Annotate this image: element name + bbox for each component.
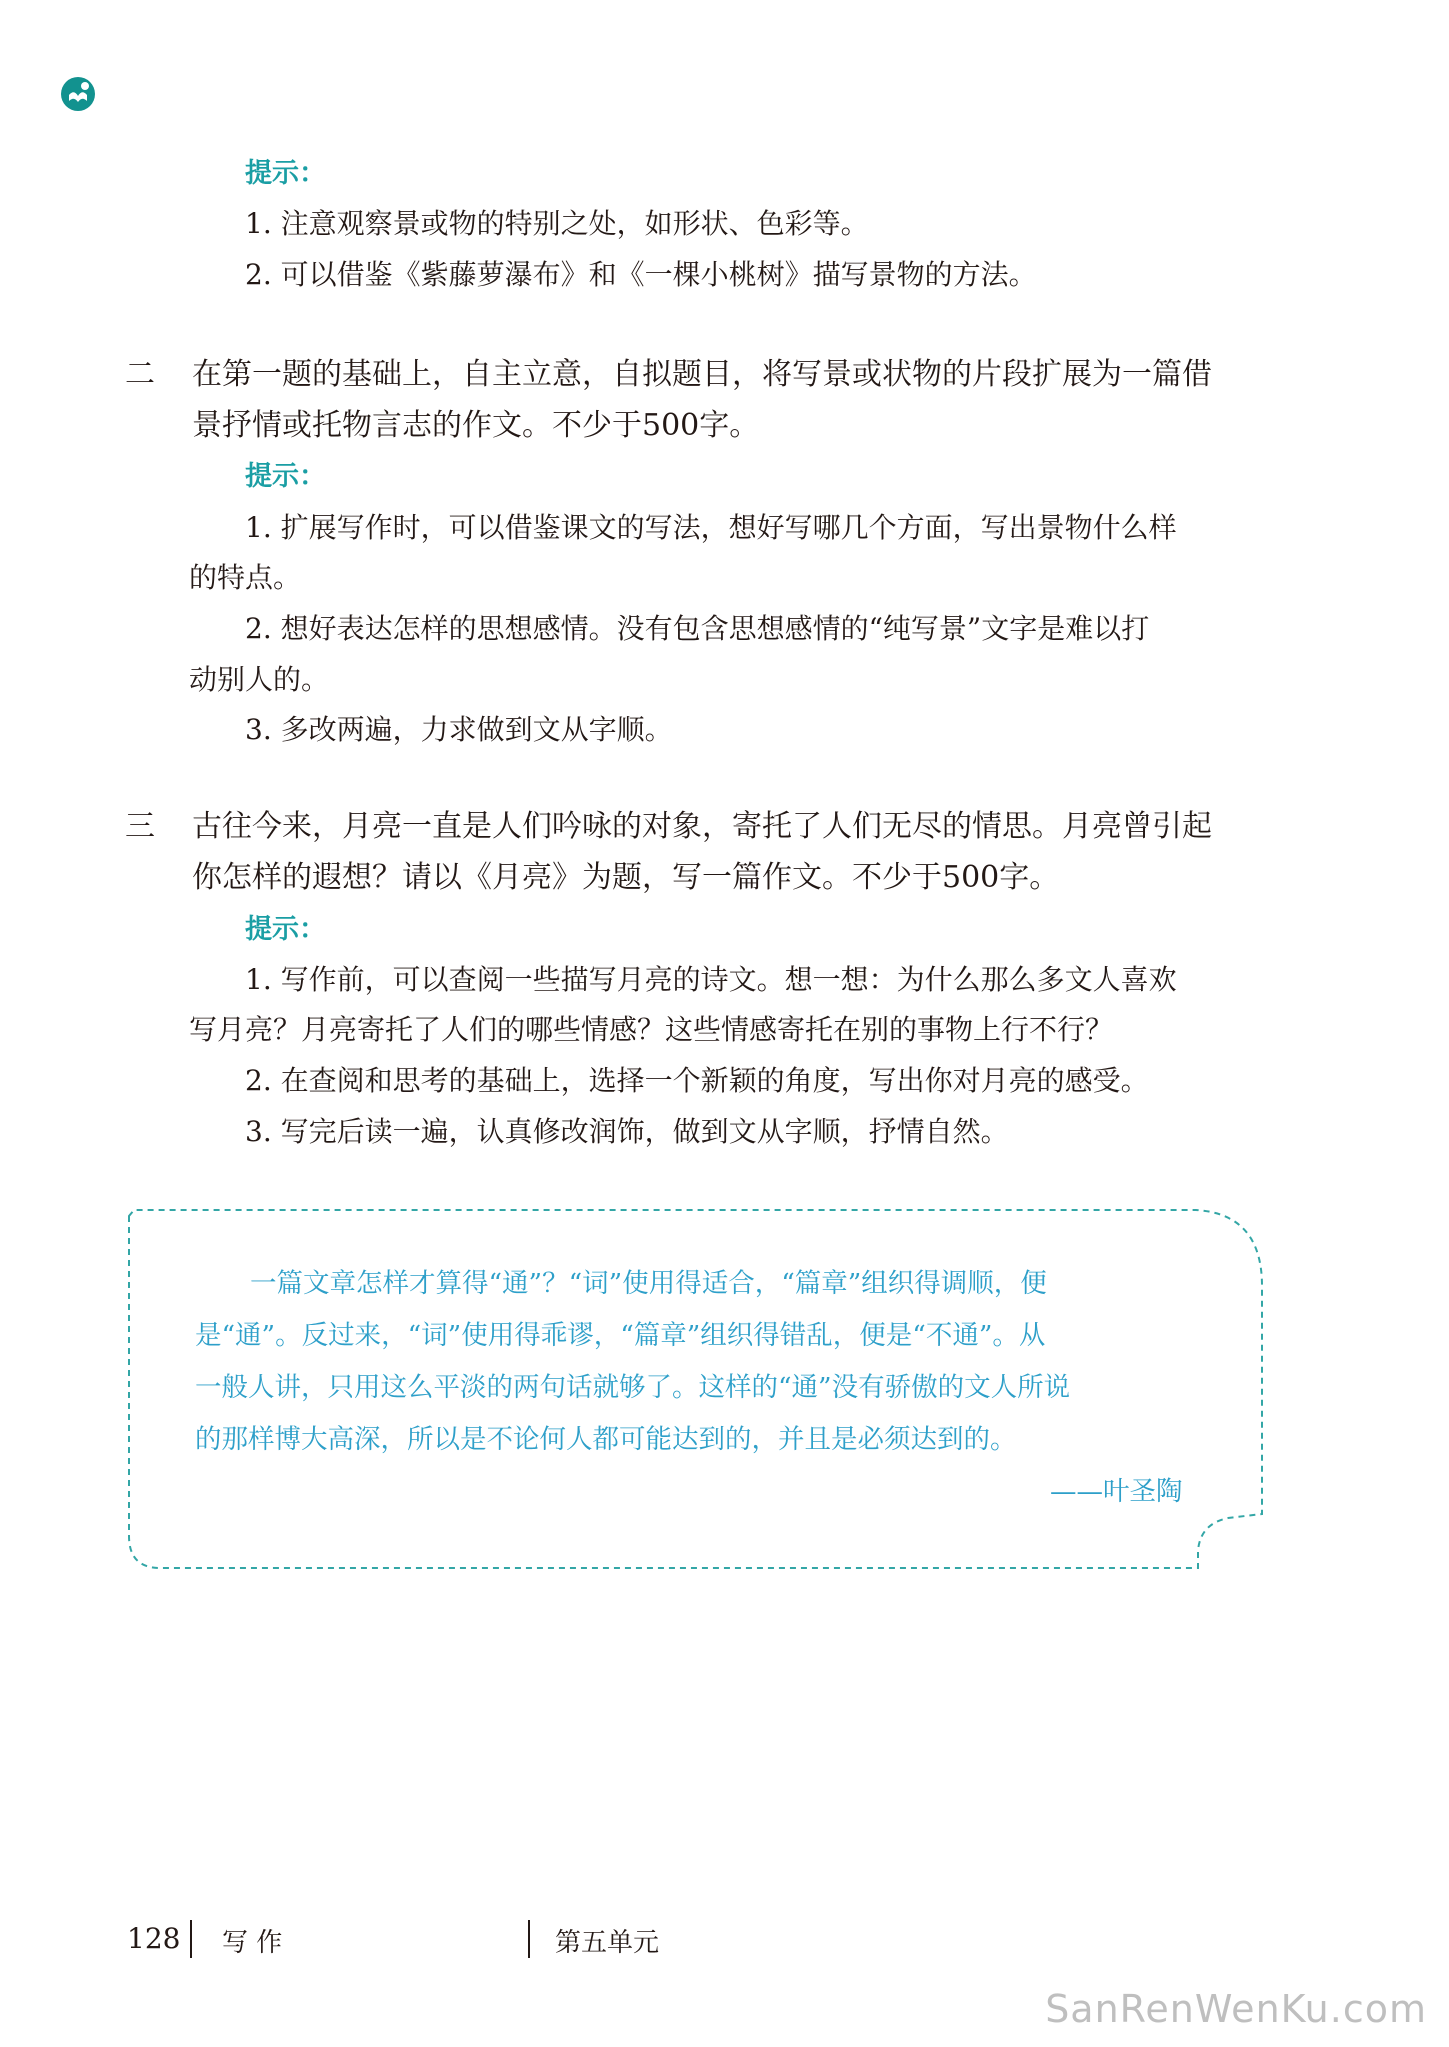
hint-line: 动别人的。	[189, 663, 330, 696]
page-number: 128	[127, 1922, 181, 1955]
hint-line: 3. 多改两遍，力求做到文从字顺。	[245, 713, 673, 746]
footer-divider	[190, 1920, 192, 1958]
hint-line: 的特点。	[189, 561, 302, 594]
watermark: SanRenWenKu.com	[1045, 1987, 1427, 2031]
prompt-line: 在第一题的基础上，自主立意，自拟题目，将写景或状物的片段扩展为一篇借	[192, 357, 1212, 392]
quote-line: 的那样博大高深，所以是不论何人都可能达到的，并且是必须达到的。	[195, 1424, 1017, 1455]
quote-line: 一篇文章怎样才算得“通”？“词”使用得适合，“篇章”组织得调顺，便	[250, 1268, 1047, 1299]
hint-line: 2. 想好表达怎样的思想感情。没有包含思想感情的“纯写景”文字是难以打	[245, 612, 1150, 645]
hint-line: 1. 注意观察景或物的特别之处，如形状、色彩等。	[245, 207, 869, 240]
book-logo-icon	[60, 76, 96, 112]
prompt-line: 你怎样的遐想？请以《月亮》为题，写一篇作文。不少于500字。	[192, 860, 1060, 895]
hint-line: 写月亮？月亮寄托了人们的哪些情感？这些情感寄托在别的事物上行不行？	[189, 1013, 1114, 1046]
hint-label: 提示：	[245, 914, 326, 945]
hint-line: 2. 可以借鉴《紫藤萝瀑布》和《一棵小桃树》描写景物的方法。	[245, 258, 1037, 291]
hint-line: 3. 写完后读一遍，认真修改润饰，做到文从字顺，抒情自然。	[245, 1115, 1009, 1148]
footer-unit: 第五单元	[555, 1928, 660, 1958]
hint-line: 2. 在查阅和思考的基础上，选择一个新颖的角度，写出你对月亮的感受。	[245, 1064, 1149, 1097]
prompt-line: 景抒情或托物言志的作文。不少于500字。	[192, 408, 760, 443]
prompt-line: 古往今来，月亮一直是人们吟咏的对象，寄托了人们无尽的情思。月亮曾引起	[192, 809, 1212, 844]
footer-divider	[528, 1920, 530, 1958]
hint-line: 1. 扩展写作时，可以借鉴课文的写法，想好写哪几个方面，写出景物什么样	[245, 511, 1177, 544]
section-number: 三	[125, 809, 155, 844]
hint-label: 提示：	[245, 158, 326, 189]
hint-line: 1. 写作前，可以查阅一些描写月亮的诗文。想一想：为什么那么多文人喜欢	[245, 963, 1177, 996]
quote-line: 是“通”。反过来，“词”使用得乖谬，“篇章”组织得错乱，便是“不通”。从	[195, 1320, 1046, 1351]
quote-line: 一般人讲，只用这么平淡的两句话就够了。这样的“通”没有骄傲的文人所说	[195, 1372, 1071, 1403]
section-number: 二	[125, 357, 155, 392]
footer-section: 写 作	[222, 1928, 283, 1958]
hint-label: 提示：	[245, 461, 326, 492]
quote-author: ——叶圣陶	[1050, 1476, 1183, 1507]
